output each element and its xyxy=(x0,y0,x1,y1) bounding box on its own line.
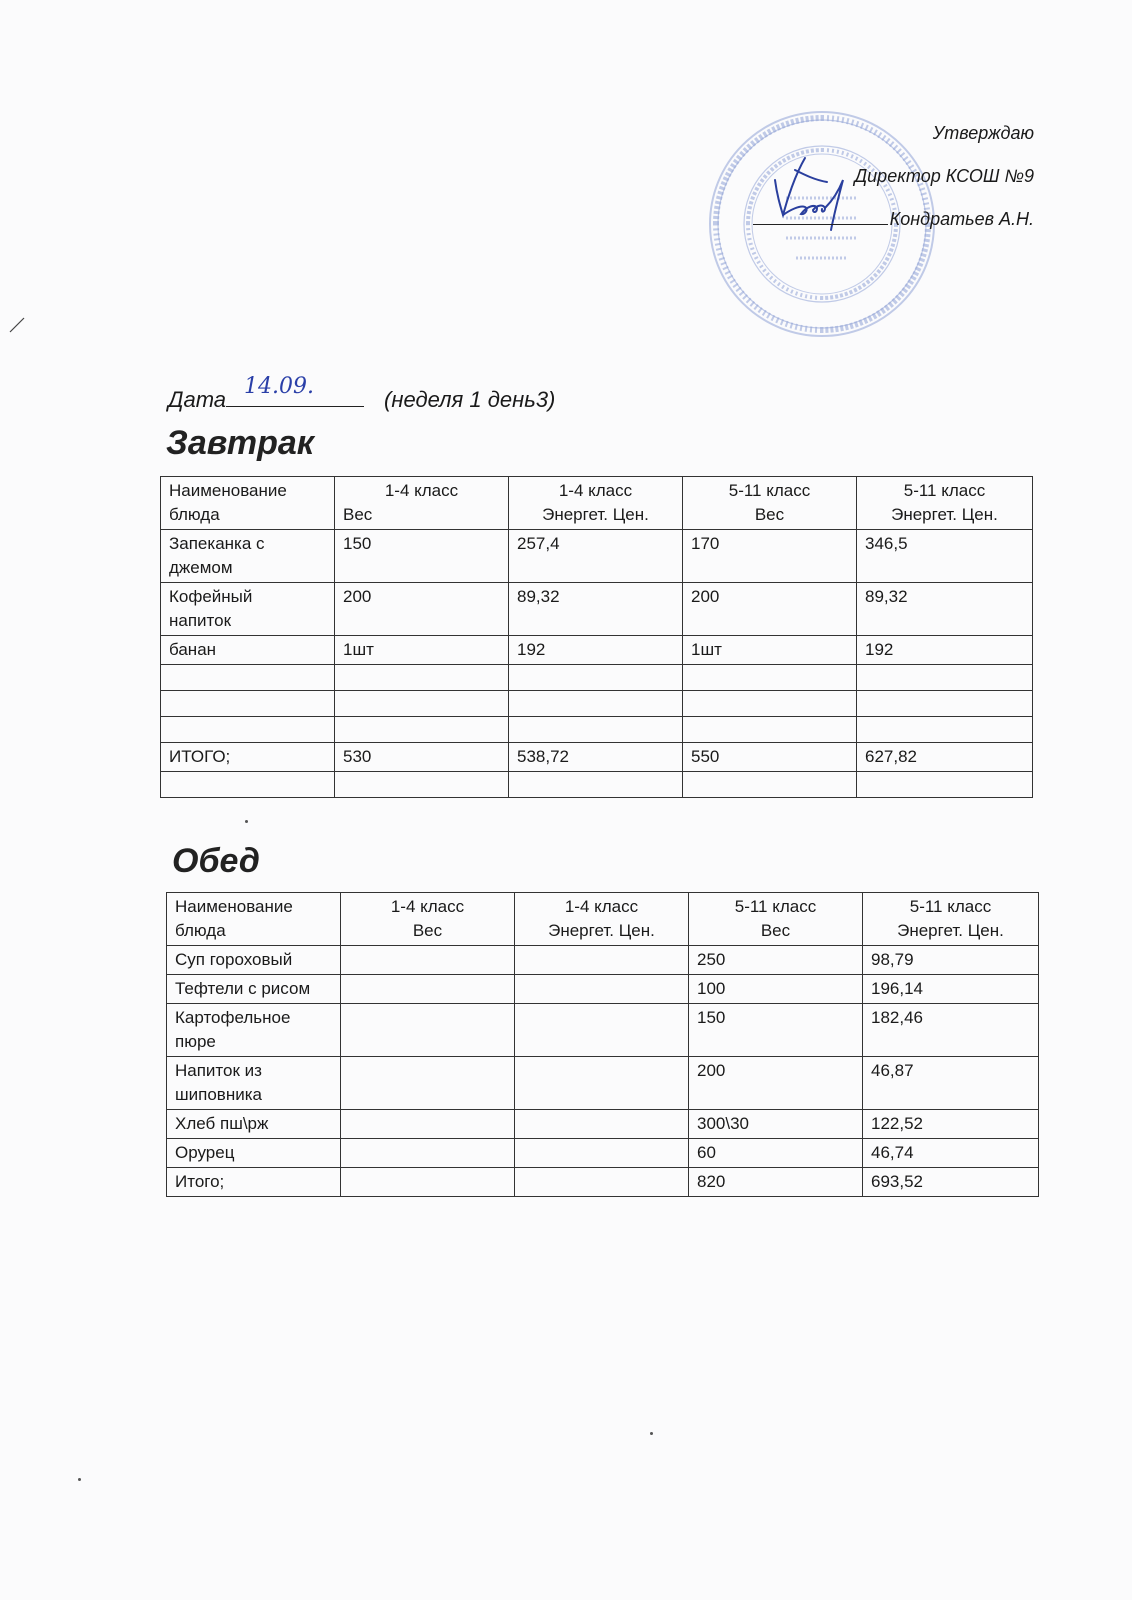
total-label: ИТОГО; xyxy=(161,743,335,772)
dish-name: Картофельное пюре xyxy=(167,1004,341,1057)
empty-cell xyxy=(683,717,857,743)
weight-1-4: 200 xyxy=(335,583,509,636)
dish-name: Орурец xyxy=(167,1139,341,1168)
empty-cell xyxy=(509,665,683,691)
signature-blank xyxy=(753,202,888,225)
date-line xyxy=(168,374,556,413)
table-row xyxy=(167,1139,1039,1168)
empty-cell xyxy=(335,691,509,717)
date-handwritten: 14.09. xyxy=(244,374,315,399)
weight-1-4 xyxy=(341,1057,515,1110)
empty-cell xyxy=(857,691,1033,717)
empty-cell xyxy=(683,772,857,798)
stray-mark xyxy=(8,316,26,334)
weight-1-4 xyxy=(341,1139,515,1168)
empty-cell xyxy=(509,717,683,743)
energy-5-11: 346,5 xyxy=(857,530,1033,583)
weight-1-4 xyxy=(341,1110,515,1139)
empty-cell xyxy=(683,665,857,691)
header-weight-1-4: 1-4 класс Вес xyxy=(335,477,509,530)
dish-name: банан xyxy=(161,636,335,665)
weight-1-4 xyxy=(341,946,515,975)
table-header-row xyxy=(161,477,1033,530)
date-label: Дата xyxy=(168,387,227,412)
weight-5-11: 100 xyxy=(689,975,863,1004)
total-energy-5-11: 693,52 xyxy=(863,1168,1039,1197)
energy-5-11: 182,46 xyxy=(863,1004,1039,1057)
energy-1-4 xyxy=(515,1139,689,1168)
empty-cell xyxy=(335,717,509,743)
date-field xyxy=(226,374,364,407)
empty-cell xyxy=(335,665,509,691)
table-row xyxy=(161,583,1033,636)
energy-5-11: 122,52 xyxy=(863,1110,1039,1139)
approval-block xyxy=(753,112,1034,241)
empty-cell xyxy=(161,717,335,743)
weight-5-11: 150 xyxy=(689,1004,863,1057)
weight-5-11: 60 xyxy=(689,1139,863,1168)
energy-5-11: 192 xyxy=(857,636,1033,665)
table-row xyxy=(161,636,1033,665)
header-dish-name: Наименование блюда xyxy=(161,477,335,530)
empty-row xyxy=(161,772,1033,798)
table-row xyxy=(167,1004,1039,1057)
total-energy-1-4 xyxy=(515,1168,689,1197)
week-day-label: (неделя 1 день3) xyxy=(384,387,556,412)
energy-1-4: 89,32 xyxy=(509,583,683,636)
scan-speck xyxy=(78,1478,81,1481)
approval-name: Кондратьев А.Н. xyxy=(889,209,1034,229)
weight-1-4 xyxy=(341,975,515,1004)
approval-position: Директор КСОШ №9 xyxy=(854,166,1034,186)
energy-1-4: 257,4 xyxy=(509,530,683,583)
empty-cell xyxy=(857,665,1033,691)
total-weight-1-4 xyxy=(341,1168,515,1197)
empty-row xyxy=(161,665,1033,691)
energy-5-11: 46,74 xyxy=(863,1139,1039,1168)
header-weight-1-4: 1-4 класс Вес xyxy=(341,893,515,946)
weight-1-4: 1шт xyxy=(335,636,509,665)
dish-name: Кофейный напиток xyxy=(161,583,335,636)
weight-5-11: 1шт xyxy=(683,636,857,665)
energy-1-4 xyxy=(515,975,689,1004)
total-weight-5-11: 550 xyxy=(683,743,857,772)
empty-cell xyxy=(857,772,1033,798)
total-row xyxy=(161,743,1033,772)
header-energy-1-4: 1-4 класс Энергет. Цен. xyxy=(515,893,689,946)
energy-5-11: 46,87 xyxy=(863,1057,1039,1110)
energy-1-4: 192 xyxy=(509,636,683,665)
empty-cell xyxy=(161,665,335,691)
empty-row xyxy=(161,717,1033,743)
total-label: Итого; xyxy=(167,1168,341,1197)
scan-speck xyxy=(650,1432,653,1435)
energy-1-4 xyxy=(515,1057,689,1110)
table-row xyxy=(167,975,1039,1004)
energy-5-11: 98,79 xyxy=(863,946,1039,975)
approval-title: Утверждаю xyxy=(932,123,1034,143)
weight-5-11: 250 xyxy=(689,946,863,975)
table-row xyxy=(167,1110,1039,1139)
table-row xyxy=(161,530,1033,583)
header-weight-5-11: 5-11 класс Вес xyxy=(689,893,863,946)
energy-5-11: 89,32 xyxy=(857,583,1033,636)
header-energy-5-11: 5-11 класс Энергет. Цен. xyxy=(863,893,1039,946)
weight-5-11: 170 xyxy=(683,530,857,583)
total-energy-5-11: 627,82 xyxy=(857,743,1033,772)
table-row xyxy=(167,1057,1039,1110)
empty-cell xyxy=(161,772,335,798)
total-weight-1-4: 530 xyxy=(335,743,509,772)
empty-cell xyxy=(509,691,683,717)
header-energy-1-4: 1-4 класс Энергет. Цен. xyxy=(509,477,683,530)
header-energy-5-11: 5-11 класс Энергет. Цен. xyxy=(857,477,1033,530)
dish-name: Суп гороховый xyxy=(167,946,341,975)
total-energy-1-4: 538,72 xyxy=(509,743,683,772)
breakfast-title: Завтрак xyxy=(166,424,314,462)
dish-name: Тефтели с рисом xyxy=(167,975,341,1004)
total-weight-5-11: 820 xyxy=(689,1168,863,1197)
dish-name: Запеканка с джемом xyxy=(161,530,335,583)
empty-row xyxy=(161,691,1033,717)
empty-cell xyxy=(857,717,1033,743)
total-row xyxy=(167,1168,1039,1197)
weight-1-4 xyxy=(341,1004,515,1057)
energy-1-4 xyxy=(515,1004,689,1057)
header-dish-name: Наименование блюда xyxy=(167,893,341,946)
table-header-row xyxy=(167,893,1039,946)
breakfast-table xyxy=(160,476,1033,798)
energy-5-11: 196,14 xyxy=(863,975,1039,1004)
dish-name: Хлеб пш\рж xyxy=(167,1110,341,1139)
dish-name: Напиток из шиповника xyxy=(167,1057,341,1110)
weight-5-11: 200 xyxy=(683,583,857,636)
energy-1-4 xyxy=(515,946,689,975)
weight-5-11: 300\30 xyxy=(689,1110,863,1139)
lunch-title: Обед xyxy=(172,842,260,880)
table-row xyxy=(167,946,1039,975)
weight-1-4: 150 xyxy=(335,530,509,583)
weight-5-11: 200 xyxy=(689,1057,863,1110)
empty-cell xyxy=(509,772,683,798)
scan-speck xyxy=(245,820,248,823)
empty-cell xyxy=(683,691,857,717)
empty-cell xyxy=(335,772,509,798)
lunch-table xyxy=(166,892,1039,1197)
energy-1-4 xyxy=(515,1110,689,1139)
header-weight-5-11: 5-11 класс Вес xyxy=(683,477,857,530)
empty-cell xyxy=(161,691,335,717)
approval-signature-line xyxy=(753,198,1034,241)
